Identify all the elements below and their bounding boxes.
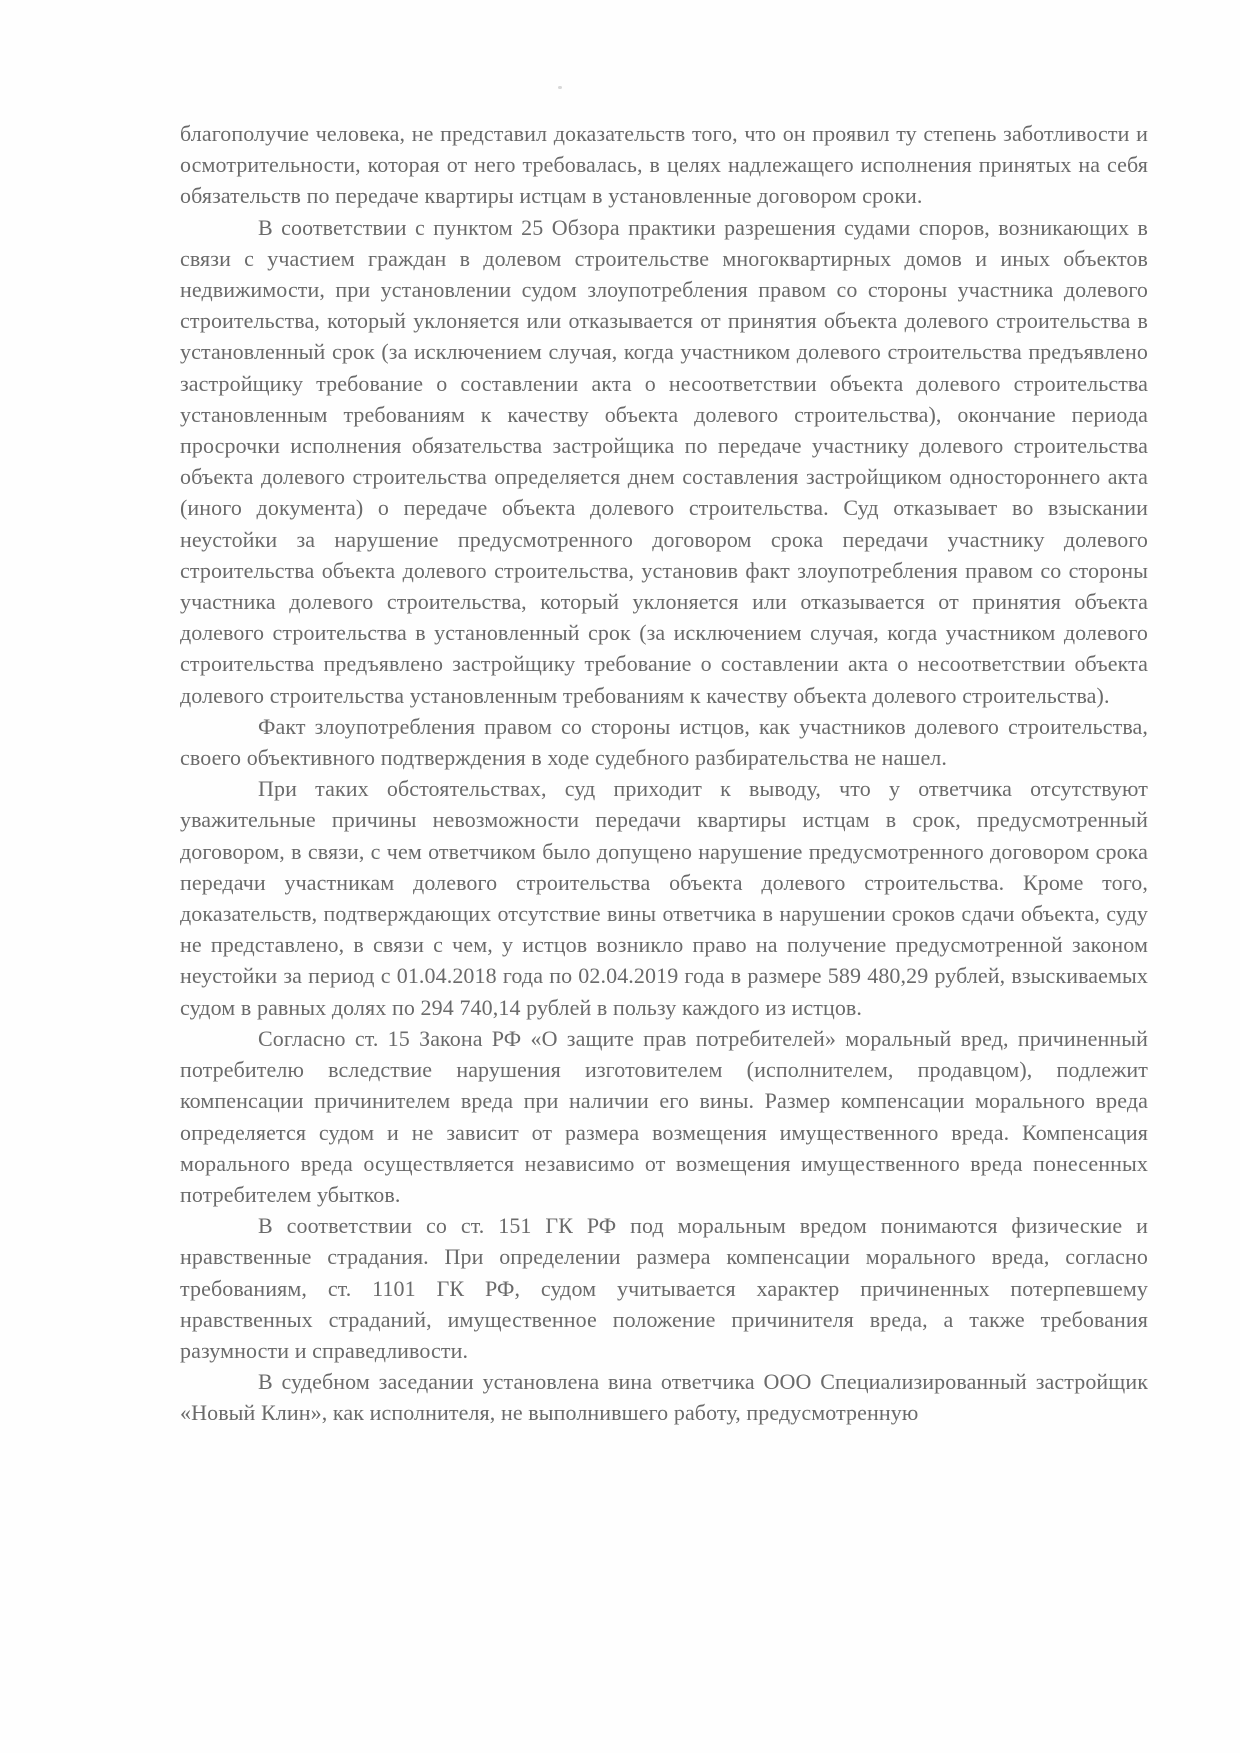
paragraph-consumer-law: Согласно ст. 15 Закона РФ «О защите прав потребителей» моральный вред, причиненный потребителю вследствие нарушения изготовителем (исполнителем, продавцом), подлежит компенсации причинителем вреда при наличии его вины. Размер компенсации морального вреда определяется судом и не зависит от размера возмещения имущественного вреда. Компенсация морального вреда осуществляется независимо от возмещения имущественного вреда понесенных потребителем убытков. [180, 1025, 1148, 1207]
paragraph-abuse-not-confirmed: Факт злоупотребления правом со стороны истцов, как участников долевого строительства, своего объективного подтверждения в ходе судебного разбирательства не нашел. [180, 713, 1148, 771]
paragraph-moral-damage: В соответствии со ст. 151 ГК РФ под моральным вредом понимаются физические и нравственные страдания. При определении размера компенсации морального вреда, согласно требованиям, ст. 1101 ГК РФ, судом учитывается характер причиненных потерпевшему нравственных страданий, имущественное положение причинителя вреда, а также требования разумности и справедливости. [180, 1213, 1148, 1363]
paragraph-review-point-25: В соответствии с пунктом 25 Обзора практики разрешения судами споров, возникающих в связи с участием граждан в долевом строительстве многоквартирных домов и иных объектов недвижимости, при установлении судом злоупотребления правом со стороны участника долевого строительства, который уклоняется или отказывается от принятия объекта долевого строительства в установленный срок (за исключением случая, когда участником долевого строительства предъявлено застройщику требование о составлении акта о несоответствии объекта долевого строительства установленным требованиям к качеству объекта долевого строительства), окончание периода просрочки исполнения обязательства застройщика по передаче участнику долевого строительства объекта долевого строительства определяется днем составления застройщиком одностороннего акта (иного документа) о передаче объекта долевого строительства. Суд отказывает во взыскании неустойки за нарушение предусмотренного договором срока передачи участнику долевого строительства объекта долевого строительства, установив факт злоупотребления правом со стороны участника долевого строительства, который уклоняется или отказывается от принятия объекта долевого строительства в установленный срок (за исключением случая, когда участником долевого строительства предъявлено застройщику требование о составлении акта о несоответствии объекта долевого строительства установленным требованиям к качеству объекта долевого строительства). [180, 214, 1148, 708]
paragraph-defendant-guilt: В судебном заседании установлена вина ответчика ООО Специализированный застройщик «Новый Клин», как исполнителя, не выполнившего работу, предусмотренную [180, 1369, 1148, 1426]
document-body [180, 118, 1148, 1429]
scan-artifact [558, 86, 562, 89]
paragraph-penalty-calculation: При таких обстоятельствах, суд приходит к выводу, что у ответчика отсутствуют уважительные причины невозможности передачи квартиры истцам в срок, предусмотренный договором, в связи, с чем ответчиком было допущено нарушение предусмотренного договором срока передачи участникам долевого строительства объекта долевого строительства. Кроме того, доказательств, подтверждающих отсутствие вины ответчика в нарушении сроков сдачи объекта, суду не представлено, в связи с чем, у истцов возникло право на получение предусмотренной законом неустойки за период с 01.04.2018 года по 02.04.2019 года в размере 589 480,29 рублей, взыскиваемых судом в равных долях по 294 740,14 рублей в пользу каждого из истцов. [180, 776, 1148, 1020]
paragraph-continued: благополучие человека, не представил доказательств того, что он проявил ту степень заботливости и осмотрительности, которая от него требовалась, в целях надлежащего исполнения принятых на себя обязательств по передаче квартиры истцам в установленные договором сроки. [180, 121, 1148, 209]
